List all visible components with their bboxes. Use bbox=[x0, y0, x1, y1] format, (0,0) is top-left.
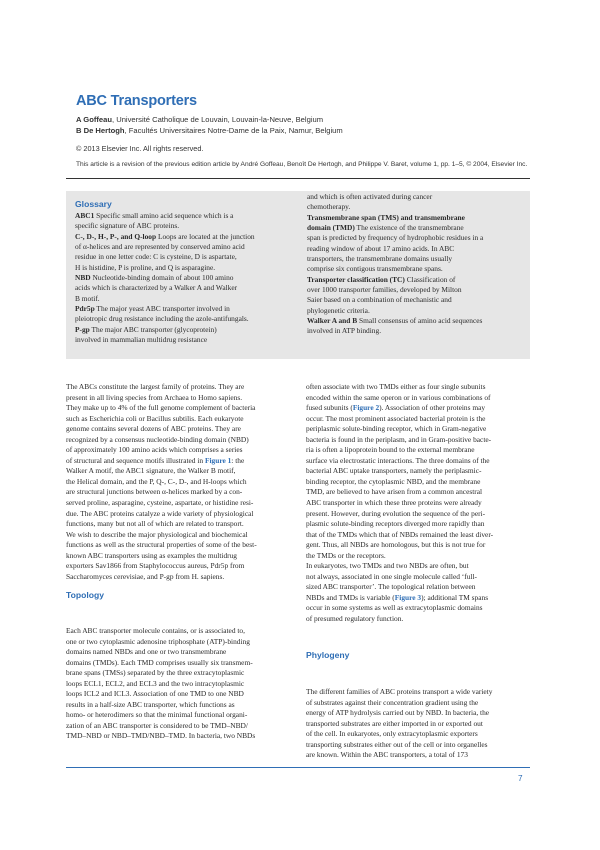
text-line: transporting substrates either out of the cell or into organelles bbox=[306, 739, 488, 749]
glossary-definition: and which is often activated during cancer bbox=[307, 192, 433, 201]
glossary-line bbox=[307, 306, 483, 316]
text-line: of the cell. In eukaryotes, only extracytoplasmic exporters bbox=[306, 729, 478, 739]
glossary-line bbox=[307, 244, 483, 254]
glossary-title: Glossary bbox=[75, 199, 112, 209]
glossary-definition: of α-helices and are represented by conserved amino acid bbox=[75, 242, 245, 252]
glossary-definition: Specific small amino acid sequence which is a bbox=[94, 211, 234, 220]
glossary-definition: acids which is characterized by a Walker A and Walker bbox=[75, 283, 238, 293]
author-block bbox=[76, 114, 343, 136]
glossary-definition: chemotherapy. bbox=[307, 202, 351, 212]
section-heading-phylogeny: Phylogeny bbox=[306, 650, 350, 660]
glossary-definition: Small consensus of amino acid sequences bbox=[357, 316, 483, 326]
text-line: gent. Thus, all NBDs are homologous, but this is not true for bbox=[306, 540, 486, 550]
text-line: domains named NBDs and one or two transmembrane bbox=[66, 647, 227, 657]
glossary-definition: residue in one letter code: C is cysteine, D is aspartate, bbox=[75, 252, 237, 262]
glossary-definition: transporters, the transmembrane domains usually bbox=[307, 254, 453, 264]
glossary-definition: specific signature of ABC proteins. bbox=[75, 221, 180, 231]
glossary-term: ABC1 bbox=[75, 211, 95, 220]
text-line: functions, many but not all of which are related to transport. bbox=[66, 519, 244, 529]
header-divider bbox=[66, 178, 530, 179]
text-line: They make up to 4% of the full genome complement of bacteria bbox=[66, 403, 256, 413]
text-line: domains (TMDs). Each TMD comprises usually six transmem- bbox=[66, 657, 253, 667]
glossary-term: P-gp bbox=[75, 324, 90, 334]
glossary-line bbox=[307, 275, 483, 285]
text-line: ABC transporter in which these three proteins were already bbox=[306, 498, 482, 508]
figure-reference[interactable]: Figure 1 bbox=[204, 455, 232, 465]
text-line: brane spans (TMSs) separated by the three extracytoplasmic bbox=[66, 668, 245, 678]
text-line: Each ABC transporter molecule contains, or is associated to, bbox=[66, 626, 245, 635]
text-line: transported substrates are either imported in or exported out bbox=[306, 718, 483, 728]
glossary-term: NBD bbox=[75, 273, 91, 283]
glossary-line bbox=[75, 221, 255, 231]
glossary-line bbox=[307, 202, 483, 212]
body-right-top bbox=[306, 382, 493, 625]
text-line: of structural and sequence motifs illustrated in Figure 1: the bbox=[66, 455, 245, 465]
glossary-line bbox=[307, 295, 483, 305]
text-line: the Helical domain, and the P, Q-, C-, D-, and H-loops which bbox=[66, 476, 247, 486]
text-line: zation of an ABC transporter is considered to be TMD–NBD/ bbox=[66, 720, 248, 730]
text-line: genome contains several dozens of ABC proteins. They are bbox=[66, 424, 241, 434]
glossary-definition: The major yeast ABC transporter involved in bbox=[94, 304, 230, 314]
glossary-box bbox=[66, 191, 530, 359]
author-name: A Goffeau bbox=[76, 115, 112, 124]
glossary-definition: Loops are located at the junction bbox=[156, 231, 255, 241]
body-right-phylogeny bbox=[306, 687, 492, 761]
glossary-definition: over 1000 transporter families, developed by Milton bbox=[307, 285, 462, 295]
text-line: served proline, asparagine, cysteine, aspartate, or histidine resi- bbox=[66, 498, 254, 508]
glossary-definition: involved in ATP binding. bbox=[307, 326, 382, 336]
glossary-line bbox=[307, 213, 483, 223]
glossary-term: Transmembrane span (TMS) and transmembrane bbox=[307, 212, 465, 222]
text-line: plasmic solute-binding receptors diverged more rapidly than bbox=[306, 519, 485, 529]
text-line: are structural junctions between α-helices marked by a con- bbox=[66, 487, 243, 497]
glossary-line bbox=[307, 223, 483, 233]
text-line: exporters Sav1866 from Staphylococcus aureus, Pdr5p from bbox=[66, 561, 245, 571]
footer-divider bbox=[66, 767, 530, 768]
text-line: periplasmic solute-binding receptor, which in Gram-negative bbox=[306, 424, 487, 434]
glossary-right-column bbox=[307, 192, 483, 337]
glossary-line bbox=[75, 263, 255, 273]
text-line: of presumed regulatory function. bbox=[306, 614, 404, 624]
text-line: of approximately 100 amino acids which comprises a series bbox=[66, 445, 243, 455]
glossary-line bbox=[75, 304, 255, 314]
glossary-definition: span is predicted by frequency of hydrophobic residues in a bbox=[307, 233, 484, 243]
text-line: TMD, are believed to have arisen from a common ancestral bbox=[306, 487, 483, 497]
text-line: present in all living species from Archaea to Homo sapiens. bbox=[66, 392, 243, 402]
text-line: loops ECL1, ECL2, and ECL3 and the two intracytoplasmic bbox=[66, 678, 245, 688]
glossary-definition: phylogenetic criteria. bbox=[307, 305, 370, 315]
glossary-term: Walker A and B bbox=[307, 316, 358, 326]
glossary-line bbox=[75, 252, 255, 262]
text-line: of substrates against their concentration gradient using the bbox=[306, 697, 479, 707]
article-title: ABC Transporters bbox=[76, 93, 197, 109]
glossary-line bbox=[307, 233, 483, 243]
glossary-line bbox=[75, 335, 255, 345]
glossary-term: C-, D-, H-, P-, and Q-loop bbox=[75, 231, 157, 241]
text-line: are known. Within the ABC transporters, a total of 173 bbox=[306, 750, 468, 760]
text-line: functions as well as the structural properties of some of the best- bbox=[66, 540, 257, 550]
text-line: present. However, during evolution the sequence of the peri- bbox=[306, 508, 486, 518]
text-line: surface via electrostatic interactions. The three domains of the bbox=[306, 455, 490, 465]
text-line: not always, associated in one single molecule called ‘full- bbox=[306, 571, 477, 581]
text-line: the TMDs or the receptors. bbox=[306, 550, 386, 560]
glossary-line bbox=[75, 294, 255, 304]
glossary-line bbox=[75, 314, 255, 324]
text-line: sized ABC transporter’. The topological relation between bbox=[306, 582, 476, 592]
glossary-definition: involved in mammalian multidrug resistance bbox=[75, 335, 208, 345]
glossary-line bbox=[307, 254, 483, 264]
glossary-term: Pdr5p bbox=[75, 304, 95, 314]
text-line: Saccharomyces cerevisiae, and P-gp from H. sapiens. bbox=[66, 571, 225, 581]
text-line: ria is often a lipoprotein bound to the external membrane bbox=[306, 445, 475, 455]
text-line: bacterial ABC uptake transporters, namely the periplasmic- bbox=[306, 466, 482, 476]
text-line: The different families of ABC proteins transport a wide variety bbox=[306, 687, 493, 696]
glossary-left-column bbox=[75, 211, 255, 345]
text-line: In eukaryotes, two TMDs and two NBDs are often, but bbox=[306, 561, 469, 571]
glossary-line bbox=[75, 325, 255, 335]
figure-reference[interactable]: Figure 2 bbox=[352, 403, 380, 413]
text-line: We wish to describe the major physiological and biochemical bbox=[66, 529, 248, 539]
text-line: one or two cytoplasmic adenosine triphosphate (ATP)-binding bbox=[66, 636, 250, 646]
text-line: energy of ATP hydrolysis carried out by NBD. In bacteria, the bbox=[306, 708, 490, 718]
glossary-term: Transporter classification (TC) bbox=[307, 274, 405, 284]
glossary-line bbox=[75, 283, 255, 293]
glossary-line bbox=[75, 273, 255, 283]
text-line: Walker A motif, the ABC1 signature, the Walker B motif, bbox=[66, 466, 236, 476]
glossary-definition: Saier based on a combination of mechanistic and bbox=[307, 295, 452, 305]
body-left-topology bbox=[66, 626, 255, 742]
text-line: results in a half-size ABC transporter, which functions as bbox=[66, 699, 235, 709]
glossary-definition: pleiotropic drug resistance including the azole-antifungals. bbox=[75, 314, 249, 324]
glossary-definition: The existence of the transmembrane bbox=[354, 223, 464, 233]
glossary-line bbox=[75, 242, 255, 252]
revision-note: This article is a revision of the previous edition article by André Goffeau, Benoît De Hertogh, and Philippe V. Baret, volume 1, pp. 1–5, © 2004, Elsevier Inc. bbox=[76, 161, 528, 168]
glossary-line bbox=[307, 264, 483, 274]
text-line: due. The ABC proteins catalyze a wide variety of physiological bbox=[66, 508, 254, 518]
text-line: TMD–NBD or NBD–TMD/NBD–TMD. In bacteria, two NBDs bbox=[66, 731, 256, 741]
glossary-line bbox=[75, 211, 255, 221]
text-line: known ABC transporters using as examples the multidrug bbox=[66, 550, 237, 560]
text-line: The ABCs constitute the largest family of proteins. They are bbox=[66, 382, 245, 391]
author-line-1 bbox=[76, 114, 343, 125]
text-line: that of the TMDs which that of NBDs remained the least diver- bbox=[306, 529, 494, 539]
text-line: encoded within the same operon or in various combinations of bbox=[306, 392, 491, 402]
figure-reference[interactable]: Figure 3 bbox=[394, 592, 422, 602]
page-number: 7 bbox=[518, 774, 523, 783]
glossary-line bbox=[307, 326, 483, 336]
text-line: loops ICL2 and ICL3. Association of one TMD to one NBD bbox=[66, 689, 244, 699]
glossary-line bbox=[307, 192, 483, 202]
text-line: occur in some systems as well as extracytoplasmic domains bbox=[306, 603, 483, 613]
text-line: occur. The most prominent associated bacterial protein is the bbox=[306, 413, 486, 423]
text-line: fused subunits (Figure 2). Association of other proteins may bbox=[306, 403, 486, 413]
glossary-definition: B motif. bbox=[75, 293, 100, 303]
text-line: bacteria is found in the periplasm, and in Gram-positive bacte- bbox=[306, 434, 492, 444]
text-line: binding receptor, the cytoplasmic NBD, and the membrane bbox=[306, 476, 481, 486]
author-line-2 bbox=[76, 125, 343, 136]
glossary-line bbox=[75, 232, 255, 242]
glossary-definition: H is histidine, P is proline, and Q is asparagine. bbox=[75, 262, 216, 272]
glossary-definition: comprise six contigous transmembrane spans. bbox=[307, 264, 443, 274]
glossary-term: domain (TMD) bbox=[307, 223, 355, 233]
glossary-line bbox=[307, 316, 483, 326]
glossary-line bbox=[307, 285, 483, 295]
author-name: B De Hertogh bbox=[76, 126, 125, 135]
text-line: such as Escherichia coli or Bacillus subtilis. Each eukaryote bbox=[66, 413, 244, 423]
text-line: recognized by a consensus nucleotide-binding domain (NBD) bbox=[66, 434, 249, 444]
glossary-definition: Nucleotide-binding domain of about 100 amino bbox=[90, 273, 234, 283]
glossary-definition: The major ABC transporter (glycoprotein) bbox=[89, 324, 217, 334]
copyright-notice: © 2013 Elsevier Inc. All rights reserved. bbox=[76, 144, 204, 153]
body-left-intro bbox=[66, 382, 257, 582]
text-line: often associate with two TMDs either as four single subunits bbox=[306, 382, 486, 391]
text-line: homo- or heterodimers so that the minimal functional organi- bbox=[66, 710, 248, 720]
author-affiliation: , Facultés Universitaires Notre-Dame de la Paix, Namur, Belgium bbox=[124, 126, 343, 135]
glossary-definition: Classification of bbox=[404, 274, 456, 284]
author-affiliation: , Université Catholique de Louvain, Louvain-la-Neuve, Belgium bbox=[112, 115, 324, 124]
text-line: NBDs and TMDs is variable (Figure 3); additional TM spans bbox=[306, 592, 489, 602]
glossary-definition: reading window of about 17 amino acids. In ABC bbox=[307, 243, 455, 253]
section-heading-topology: Topology bbox=[66, 590, 105, 600]
